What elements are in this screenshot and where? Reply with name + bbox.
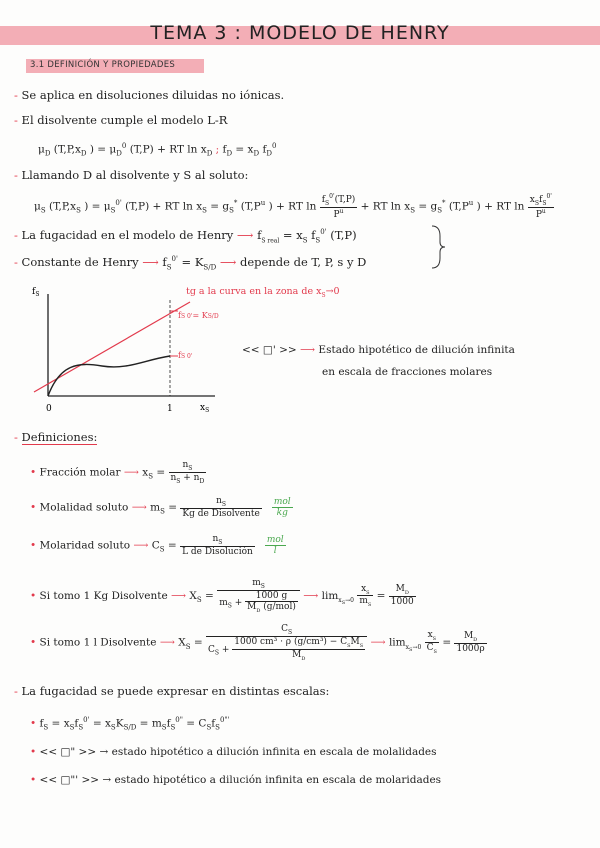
f0-label: fS 0' (178, 351, 193, 360)
fraction-activity: $\frac{x_Sf_S^{0'}}{P^u}$ (529, 193, 552, 220)
arrow-icon: ⟶ (303, 589, 322, 602)
tick-1: 1 (167, 404, 173, 414)
x-axis-label: $x_S$ (200, 403, 210, 414)
dot-bullet: • (30, 466, 40, 479)
arrow-icon: ⟶ (370, 636, 389, 649)
def-molar-fraction: • Fracción molar ⟶ $x_S$ = $\frac{n_S}{n_S + n_D}$ (30, 460, 205, 485)
tick-0: 0 (46, 404, 52, 414)
def-molality: • Molalidad soluto ⟶ $m_S$ = $\frac{n_S}{\text{Kg de Disolvente}}$ $\frac{\text{mol}}{kg}$ (30, 496, 291, 519)
state-description-2: en escala de fracciones molares (322, 366, 493, 378)
dot-bullet: • (30, 717, 40, 730)
dash-bullet: - (14, 255, 22, 269)
scale-molarity: • << □"' >> → estado hipotético a dilución infinita en escala de molaridades (30, 774, 442, 786)
arrow-icon: ⟶ (133, 539, 152, 552)
arrow-icon: ⟶ (236, 228, 258, 242)
dash-bullet: - (14, 168, 22, 182)
def-molarity: • Molaridad soluto ⟶ $C_S$ = $\frac{n_S}{\text{L de Disolución}}$ $\frac{\text{mol}}{l}$ (30, 534, 284, 557)
henry-constant-label: fS 0'= KS/D (178, 311, 219, 320)
arrow-icon: ⟶ (219, 255, 241, 269)
line-2: - El disolvente cumple el modelo L-R (14, 113, 228, 127)
dash-bullet: - (14, 88, 22, 102)
arrow-icon: ⟶ (300, 344, 319, 356)
equation-lr: $\mu_D$ ($T,P,x_D$ ) = $\mu_D^0$ (T,P) + RT $\ln x_D$ ; $f_D = x_D$ $f_D^0$ (38, 142, 277, 158)
equation-solute: $\mu_S$ ($T,P,x_S$ ) = $\mu_S^{0'}$ (T,P) + RT $\ln x_S = g_S^*$ ($T,P^u$ ) + RT ln $\frac{f_S^{0'}(T,P)}{P^u}$ + RT $\ln x_S = g_S^*$ ($T,P^u$ ) + RT ln $\frac{x_Sf_S^{0'}}{P^u}$ (34, 193, 552, 220)
section-heading: 3.1 DEFINICIÓN Y PROPIEDADES (30, 60, 176, 70)
page-title: TEMA 3 : MODELO DE HENRY (150, 22, 450, 44)
dash-bullet: - (14, 113, 22, 127)
arrow-icon: ⟶ (123, 466, 143, 479)
y-axis-label: $f_S$ (32, 287, 40, 298)
dash-bullet: - (14, 228, 22, 242)
dot-bullet: • (30, 539, 40, 552)
curly-brace-icon (428, 224, 448, 270)
dot-bullet: • (30, 589, 40, 602)
arrow-icon: ⟶ (171, 589, 190, 602)
dot-bullet: • (30, 746, 40, 758)
scales-equation: • $f_S = x_Sf_S^{0'} = x_SK_{S/D} = m_Sf_S^{0"} = C_Sf_S^{0"'}$ (30, 716, 230, 732)
dot-bullet: • (30, 501, 40, 514)
dash-bullet: - (14, 684, 22, 698)
dot-bullet: • (30, 636, 40, 649)
tangent-note: tg a la curva en la zona de $x_S\to 0$ (186, 286, 340, 299)
arrow-icon: ⟶ (142, 255, 163, 269)
fugacity-curve (48, 356, 170, 396)
def-1kg-solvent: • Si tomo 1 Kg Disolvente ⟶ $X_S$ = $m_S$ $m_S$ + $\frac{1000 g}{M_D (g/mol)}$ ⟶ $\lim_{x_S\to 0}$ $\frac{x_S}{m_S}$ = $\frac{M_D}{1000}$ (30, 578, 414, 614)
definitions-heading: - Definiciones: (14, 430, 98, 444)
henry-graph (20, 280, 230, 420)
def-1l-solvent: • Si tomo 1 l Disolvente ⟶ $X_S$ = $C_S$ $C_S$ + $\frac{1000 cm^3 \cdot \rho (g/cm^3) - C_SM_S}{M_D}$ ⟶ $\lim_{x_S\to 0}$ $\frac{x_S}{C_S}$ = $\frac{M_D}{1000\rho}$ (30, 624, 485, 662)
arrow-icon: ⟶ (159, 636, 179, 649)
dot-bullet: • (30, 774, 40, 786)
scales-heading: - La fugacidad se puede expresar en distintas escalas: (14, 684, 330, 698)
line-4: - Llamando D al disolvente y S al soluto: (14, 168, 249, 182)
scale-molality: • << □" >> → estado hipotético a dilución infinita en escala de molalidades (30, 746, 437, 758)
line-7: - Constante de Henry ⟶ $f_S^{0'} = K_{S/D}$ ⟶ depende de T, P, s y D (14, 255, 367, 272)
arrow-icon: ⟶ (131, 501, 151, 514)
dash-bullet: - (14, 430, 22, 444)
line-1: - Se aplica en disoluciones diluidas no iónicas. (14, 88, 285, 102)
fraction-fugacity: $\frac{f_S^{0'}(T,P)}{P^u}$ (321, 193, 356, 220)
state-description: << □' >> ⟶ Estado hipotético de dilución infinita (242, 344, 515, 356)
line-6: - La fugacidad en el modelo de Henry ⟶ $f_{S real} = x_S$ $f_S^{0'}$ (T,P) (14, 228, 357, 245)
